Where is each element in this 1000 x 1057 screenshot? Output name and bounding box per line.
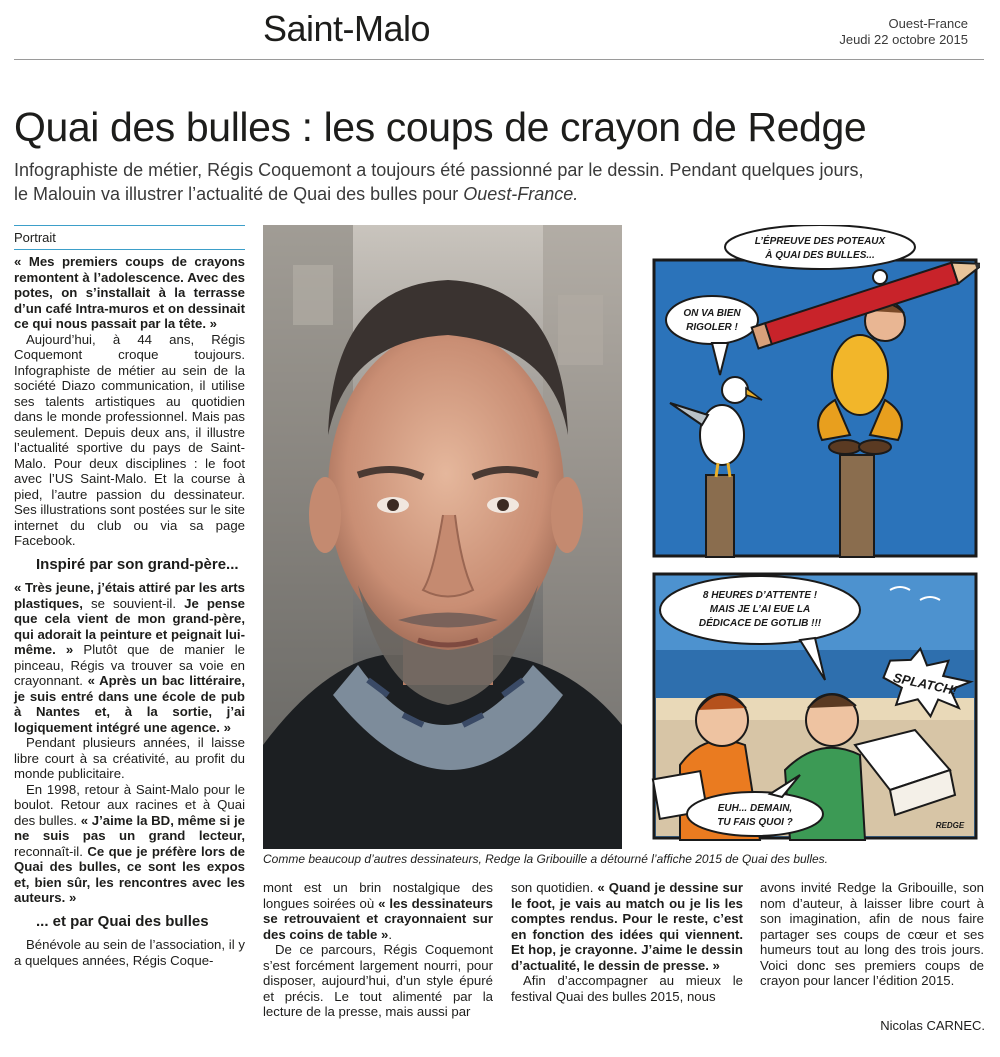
article-column-4 [760,880,984,989]
bubble-text: RIGOLER ! [686,322,738,333]
article-column-3 [511,880,743,1004]
rubric-rule-top [14,225,245,226]
article-headline: Quai des bulles : les coups de crayon de Redge [14,104,867,150]
body-text: mont est un brin nostalgique des longues soirées où [263,880,493,911]
sound-effect-text: SPLATCH! [891,669,959,699]
body-text: Plutôt que de manier le pinceau, Régis va trouver sa voie en crayonnant. [14,642,245,688]
quote-text: « les dessinateurs se retrouvaient et crayonnaient sur des coins de table » [263,895,494,942]
article-paragraph [263,880,493,942]
article-paragraph [511,880,743,973]
body-text: son quotidien. [511,880,598,895]
bubble-text: TU FAIS QUOI ? [717,817,793,828]
portrait-photo [263,225,622,849]
cartoon-drawing-autograph [650,570,980,842]
cartoon-panel-poles [650,225,980,560]
rubric-label: Portrait [14,230,56,245]
subheading: ... et par Quai des bulles [36,912,209,930]
bubble-text: ON VA BIEN [683,308,741,319]
quote-text: « Après un bac littéraire, je suis entré dans une école de pub à Nantes et, à la sortie, j’ai logiquement intégré une agence. » [14,673,245,735]
article-paragraph: avons invité Redge la Gribouille, son nom d’auteur, à laisser libre court à son imagination, afin de nous faire partager ses coups de cœur et ses humeurs tout au long des trois jours. Voici donc ses premiers coups de crayon pour lancer l’édition 2015. [760,880,984,988]
bubble-text: 8 HEURES D’ATTENTE ! [702,590,818,601]
paper-name: Ouest-France [888,16,968,31]
article-standfirst [14,158,874,206]
article-paragraph [14,254,245,332]
quote-text: « Très jeune, j’étais attiré par les arts plastiques, [14,580,245,611]
standfirst-paper-name: Ouest-France. [463,184,579,204]
article-paragraph: Pendant plusieurs années, il laisse libre court à sa créativité, au profit du monde publicitaire. [14,735,245,781]
bubble-text: MAIS JE L’AI EUE LA [709,604,811,615]
article-column-2 [263,880,493,1020]
lead-quote: « Mes premiers coups de crayons remontent à l’adolescence. Avec des potes, on s’installait à la terrasse d’un café Intra-muros et on dessinait ce qui nous passait par la tête. » [14,254,245,331]
article-paragraph [14,580,245,735]
quote-text: Ce que je préfère lors de Quai des bulles, ce sont les expos et, bien sûr, les rencontres avec les auteurs. » [14,843,245,905]
article-paragraph: Bénévole au sein de l’association, il y a quelques années, Régis Coque- [14,937,245,968]
rubric-rule-bottom [14,249,245,250]
paper-masthead [839,16,968,48]
bubble-text: À QUAI DES BULLES... [765,250,875,261]
body-text: En 1998, retour à Saint-Malo pour le boulot. Retour aux racines et à Quai des bulles. [14,781,245,828]
body-text: reconnaît-il. [14,843,88,859]
article-byline: Nicolas CARNEC. [880,1018,985,1033]
cartoon-drawing-poles [650,225,980,560]
quote-text: Je pense que cela vient de mon grand-père, qui adorait la peinture et peignait lui-même. » [14,595,245,657]
subheading: Inspiré par son grand-père... [36,555,239,573]
quote-text: « J’aime la BD, même si je ne suis pas un grand lecteur, [14,812,245,843]
standfirst-text: Infographiste de métier, Régis Coquemont a toujours été passionné par le dessin. Pendant quelques jours, le Malouin va illustrer l’actualité de Quai des bulles pour [14,160,864,204]
bubble-text: EUH... DEMAIN, [717,803,793,814]
article-paragraph [14,782,245,906]
issue-date: Jeudi 22 octobre 2015 [839,32,968,47]
article-paragraph: Afin d’accompagner au mieux le festival Quai des bulles 2015, nous [511,973,743,1004]
bubble-text: DÉDICACE DE GOTLIB !!! [698,618,822,629]
body-text: . [388,926,392,942]
quote-text: « Quand je dessine sur le foot, je vais au match ou je lis les comptes rendus. Pour le reste, c’est en fonction des idées qui viennent. Et hop, je crayonne. J’aime le dessin d’actualité, le dessin de presse. » [511,880,743,973]
article-column-1 [14,254,245,968]
section-title: Saint-Malo [263,8,431,49]
photo-caption: Comme beaucoup d’autres dessinateurs, Redge la Gribouille a détourné l’affiche 2015 de Quai des bulles. [263,852,829,866]
cartoon-panel-autograph [650,570,980,842]
header-divider [14,59,984,60]
article-paragraph: De ce parcours, Régis Coquemont s’est forcément largement nourri, pour disposer, aujourd’hui, d’un style épuré et précis. Le tout alimenté par la lecture de la presse, mais aussi par [263,942,493,1019]
portrait-illustration [263,225,622,849]
body-text: se souvient-il. [82,595,185,611]
artist-signature: REDGE [935,821,965,830]
bubble-text: L’ÉPREUVE DES POTEAUX [754,236,886,247]
article-paragraph: Aujourd’hui, à 44 ans, Régis Coquemont croque toujours. Infographiste de métier au sein de la société Diazo communication, il utilise ses talents artistiques au quotidien dans le monde professionnel. Mais pas seulement. Depuis deux ans, il illustre l’actualité sportive du pays de Saint-Malo. Pour deux disciplines : le foot avec l’US Saint-Malo. Et la course à pied, l’autre passion du dessinateur. Ses illustrations sont postées sur le site internet du club ou via sa page Facebook. [14,331,245,548]
